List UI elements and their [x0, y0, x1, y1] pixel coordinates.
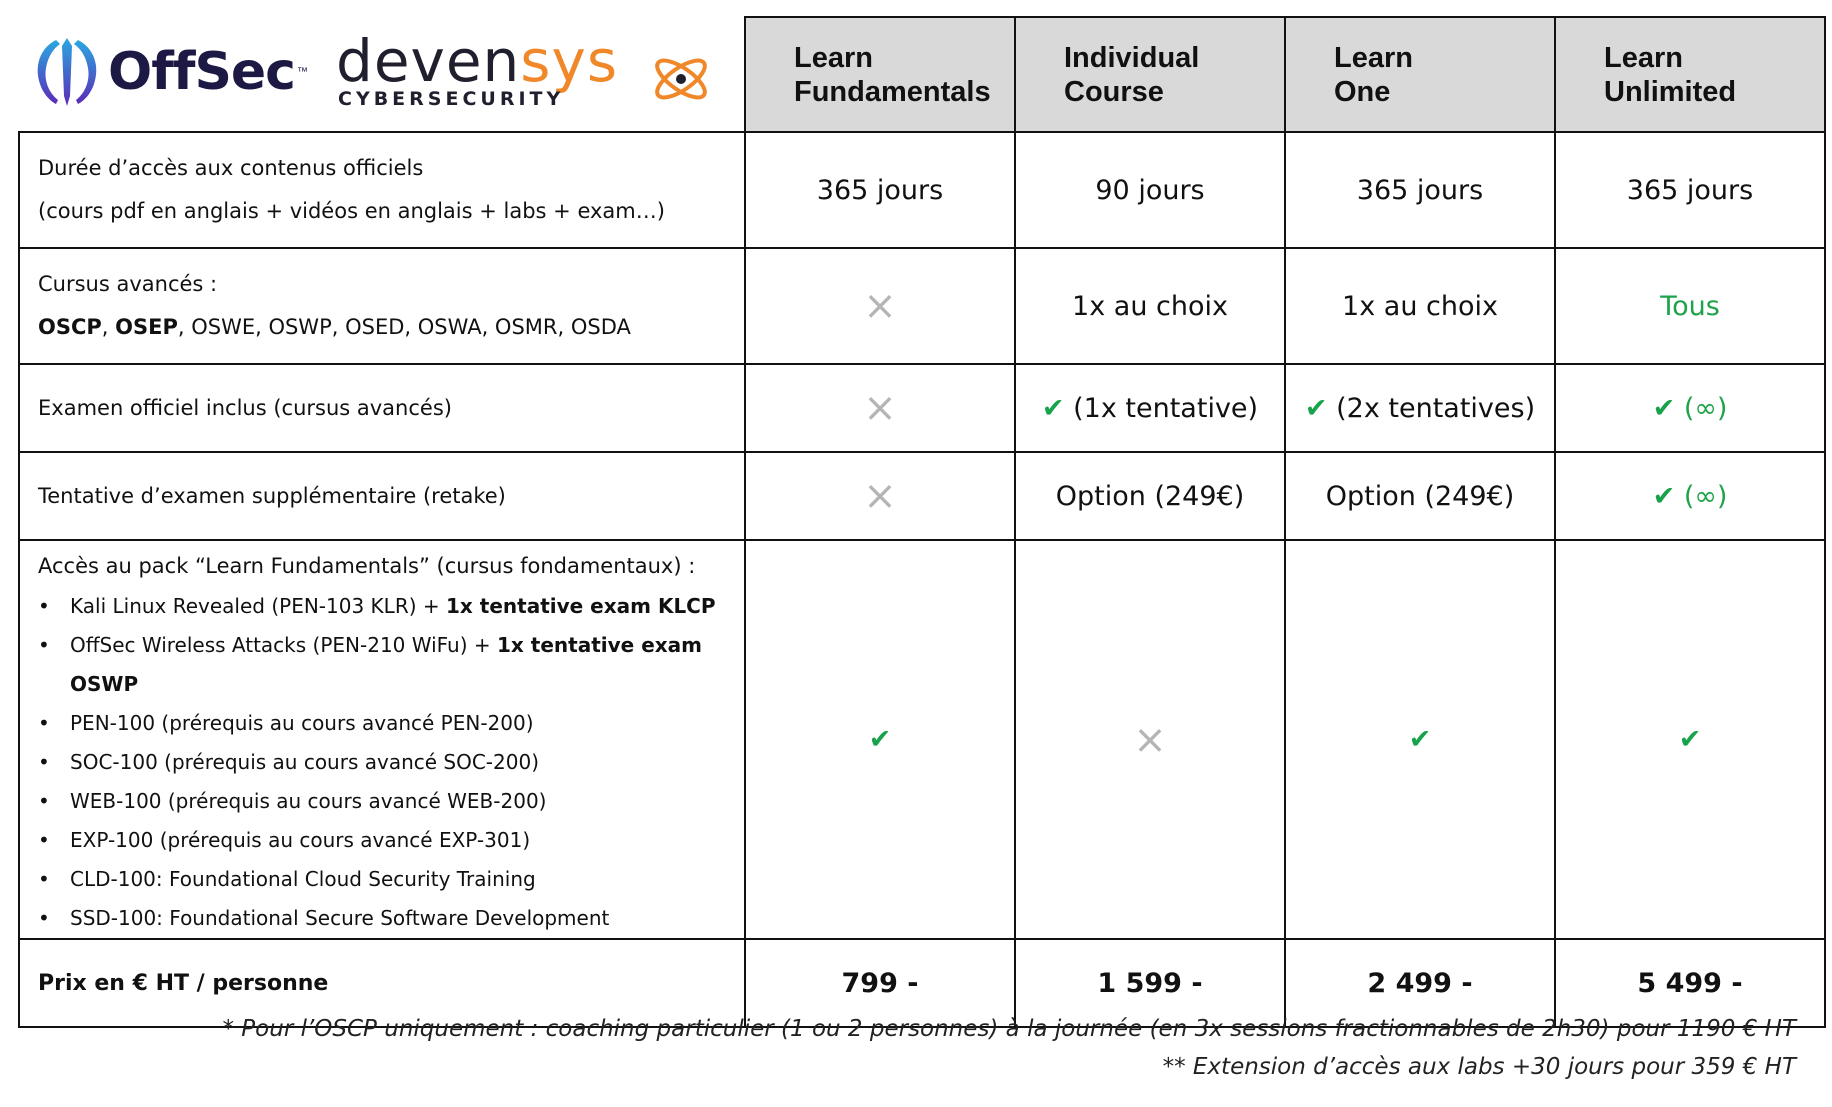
value-cell: Option (249€): [1015, 452, 1285, 540]
value-cell: Tous: [1555, 248, 1825, 364]
check-icon: ✔: [1408, 724, 1432, 755]
row-retake: [19, 452, 1825, 540]
devensys-logo: devensys CYBERSECURITY: [336, 27, 619, 110]
plan-header-individual-course: Individual Course: [1015, 17, 1285, 132]
price-cell: 1 599 -: [1015, 939, 1285, 1027]
offsec-logo: OffSec ™: [32, 36, 308, 108]
footnotes: [223, 1010, 1797, 1086]
row-exam: [19, 364, 1825, 452]
value-cell: 365 jours: [1555, 132, 1825, 248]
value-cell: 365 jours: [1285, 132, 1555, 248]
value-cell: ✔ (∞): [1555, 364, 1825, 452]
label-duration: Durée d’accès aux contenus officiels (cours pdf en anglais + vidéos en anglais + labs + exam…): [19, 132, 745, 248]
value-cell: 365 jours: [745, 132, 1015, 248]
price-cell: 799 -: [745, 939, 1015, 1027]
value-cell: ✔ (∞): [1555, 452, 1825, 540]
logos-area: [18, 18, 743, 130]
list-item: • Kali Linux Revealed (PEN-103 KLR) + 1x tentative exam KLCP: [38, 587, 744, 626]
value-cell: [1285, 540, 1555, 939]
cross-icon: ×: [863, 473, 897, 519]
plan-header-learn-fundamentals: Learn Fundamentals: [745, 17, 1015, 132]
label-pack: [19, 540, 745, 939]
label-exam: Examen officiel inclus (cursus avancés): [19, 364, 745, 452]
cross-icon: ×: [863, 385, 897, 431]
footnote-oscp: * Pour l’OSCP uniquement : coaching particulier (1 ou 2 personnes) à la journée (en 3x sessions fractionnables de 2h30) pour 1190 € HT: [222, 1016, 1796, 1042]
value-cell: Option (249€): [1285, 452, 1555, 540]
check-icon: ✔: [1304, 392, 1328, 424]
list-item: • EXP-100 (prérequis au cours avancé EXP-301): [38, 821, 744, 860]
value-cell: [745, 248, 1015, 364]
list-item: • OffSec Wireless Attacks (PEN-210 WiFu) + 1x tentative exam OSWP: [38, 626, 744, 704]
value-cell: 90 jours: [1015, 132, 1285, 248]
footnote-labs: ** Extension d’accès aux labs +30 jours pour 359 € HT: [1162, 1054, 1796, 1080]
price-cell: 5 499 -: [1555, 939, 1825, 1027]
check-icon: ✔: [1678, 724, 1702, 755]
pack-title: Accès au pack “Learn Fundamentals” (cursus fondamentaux) :: [38, 554, 696, 578]
value-cell: ✔ (2x tentatives): [1285, 364, 1555, 452]
plan-header-learn-unlimited: Learn Unlimited: [1555, 17, 1825, 132]
row-pack: [19, 540, 1825, 939]
label-advanced: Cursus avancés : OSCP, OSEP, OSWE, OSWP, OSED, OSWA, OSMR, OSDA: [19, 248, 745, 364]
value-cell: [1015, 540, 1285, 939]
value-cell: 1x au choix: [1285, 248, 1555, 364]
atom-icon: [648, 48, 714, 110]
list-item: • WEB-100 (prérequis au cours avancé WEB-200): [38, 782, 744, 821]
value-cell: 1x au choix: [1015, 248, 1285, 364]
label-price: Prix en € HT / personne: [19, 939, 745, 1027]
plan-header-learn-one: Learn One: [1285, 17, 1555, 132]
check-icon: ✔: [1652, 392, 1676, 424]
offsec-emblem-icon: [32, 36, 102, 108]
list-item: • SOC-100 (prérequis au cours avancé SOC-200): [38, 743, 744, 782]
value-cell: [745, 452, 1015, 540]
list-item: • SSD-100: Foundational Secure Software Development: [38, 899, 744, 938]
label-retake: Tentative d’examen supplémentaire (retake): [19, 452, 745, 540]
cross-icon: ×: [1133, 716, 1167, 763]
row-advanced: [19, 248, 1825, 364]
list-item: • CLD-100: Foundational Cloud Security Training: [38, 860, 744, 899]
price-cell: 2 499 -: [1285, 939, 1555, 1027]
cross-icon: ×: [863, 283, 897, 329]
offsec-wordmark: OffSec: [108, 42, 295, 102]
pack-list: [20, 587, 744, 938]
list-item: • PEN-100 (prérequis au cours avancé PEN-200): [38, 704, 744, 743]
check-icon: ✔: [868, 724, 892, 755]
value-cell: [745, 540, 1015, 939]
value-cell: ✔ (1x tentative): [1015, 364, 1285, 452]
check-icon: ✔: [1041, 392, 1065, 424]
pricing-table: [18, 16, 1826, 1028]
row-duration: [19, 132, 1825, 248]
check-icon: ✔: [1652, 480, 1676, 512]
value-cell: [745, 364, 1015, 452]
value-cell: [1555, 540, 1825, 939]
